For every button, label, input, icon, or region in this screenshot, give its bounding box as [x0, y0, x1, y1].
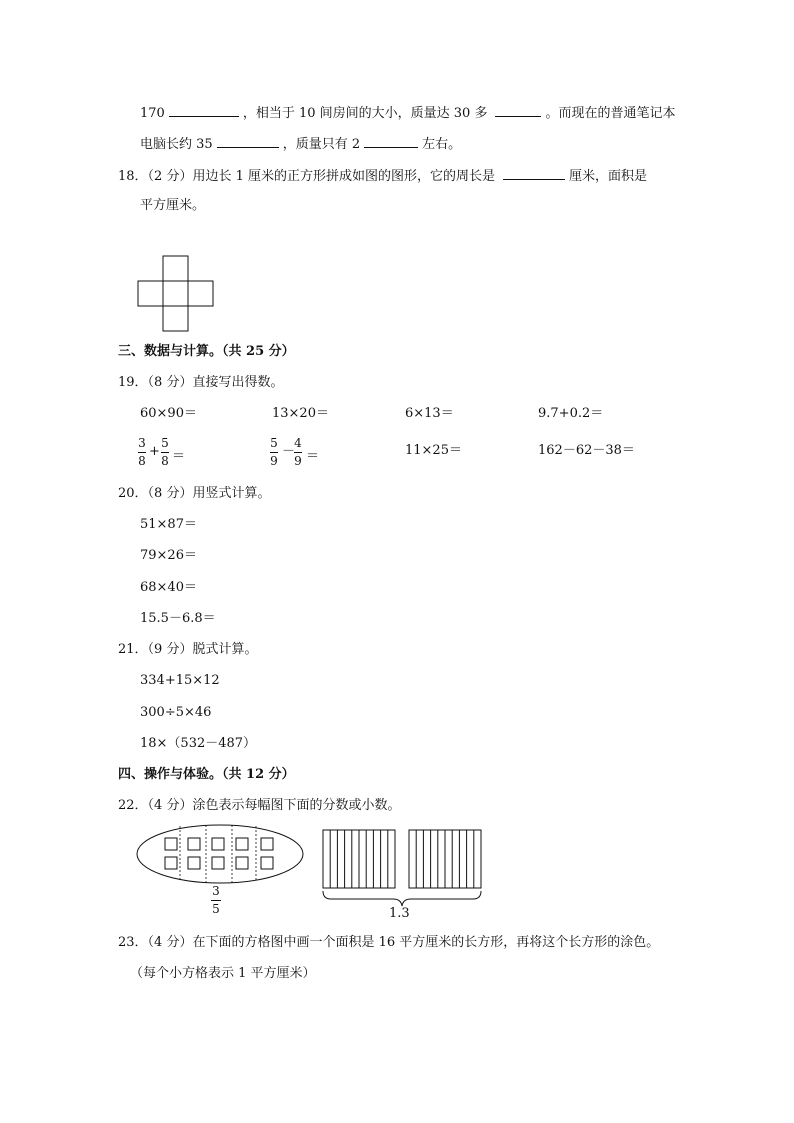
q23-prompt: 23．（4 分）在下面的方格图中画一个面积是 16 平方厘米的长方形，再将这个长方形的涂色。 [118, 935, 660, 950]
q20-item: 51×87＝ [140, 517, 197, 532]
decimal-label: 1.3 [389, 906, 410, 921]
denominator: 8 [161, 454, 169, 468]
brace [323, 891, 481, 906]
numerator: 3 [138, 436, 146, 450]
fraction-denominator: 5 [212, 902, 220, 916]
operator: + [149, 444, 160, 459]
section-title: 三、数据与计算。（共 25 分） [118, 344, 295, 359]
denominator: 8 [138, 454, 146, 468]
q19-item: 162－62－38＝ [538, 443, 635, 458]
fraction-numerator: 3 [212, 884, 220, 898]
operator: － [282, 444, 296, 459]
q19-item: 6×13＝ [405, 406, 454, 421]
q19-item: 9.7+0.2＝ [538, 406, 604, 421]
q18-line2: 平方厘米。 [140, 198, 206, 213]
denominator: 9 [270, 454, 278, 468]
q17-text: 左右。 [422, 137, 462, 152]
q19-item: 11×25＝ [405, 443, 462, 458]
q19-item: 13×20＝ [272, 406, 329, 421]
q18-text: 18．（2 分）用边长 1 厘米的正方形拼成如图的图形，它的周长是 [118, 169, 495, 184]
q20-item: 68×40＝ [140, 580, 197, 595]
q20-prompt: 20．（8 分）用竖式计算。 [118, 486, 271, 501]
q21-prompt: 21．（9 分）脱式计算。 [118, 642, 258, 657]
equals: ＝ [172, 449, 186, 464]
q20-item: 15.5－6.8＝ [140, 611, 216, 626]
numerator: 5 [161, 436, 169, 450]
q21-item: 18×（532－487） [140, 736, 257, 751]
q17-text: 170 [140, 106, 165, 121]
numerator: 4 [294, 436, 302, 450]
equals: ＝ [306, 449, 320, 464]
numerator: 5 [270, 436, 278, 450]
q17-text: ，质量只有 2 [282, 137, 361, 152]
q17-text: 。而现在的普通笔记本 [545, 106, 676, 121]
q17-text: ，相当于 10 间房间的大小，质量达 30 多 [242, 106, 488, 121]
q23-note: （每个小方格表示 1 平方厘米） [130, 966, 316, 981]
q21-item: 334+15×12 [140, 673, 220, 688]
q22-prompt: 22．（4 分）涂色表示每幅图下面的分数或小数。 [118, 798, 401, 813]
q17-text: 电脑长约 35 [140, 137, 213, 152]
q19-prompt: 19．（8 分）直接写出得数。 [118, 375, 284, 390]
section-title: 四、操作与体验。（共 12 分） [118, 767, 295, 782]
q19-item: 60×90＝ [140, 406, 197, 421]
q18-text: 厘米，面积是 [568, 169, 647, 184]
q21-item: 300÷5×46 [140, 705, 212, 720]
q20-item: 79×26＝ [140, 548, 197, 563]
denominator: 9 [294, 454, 302, 468]
